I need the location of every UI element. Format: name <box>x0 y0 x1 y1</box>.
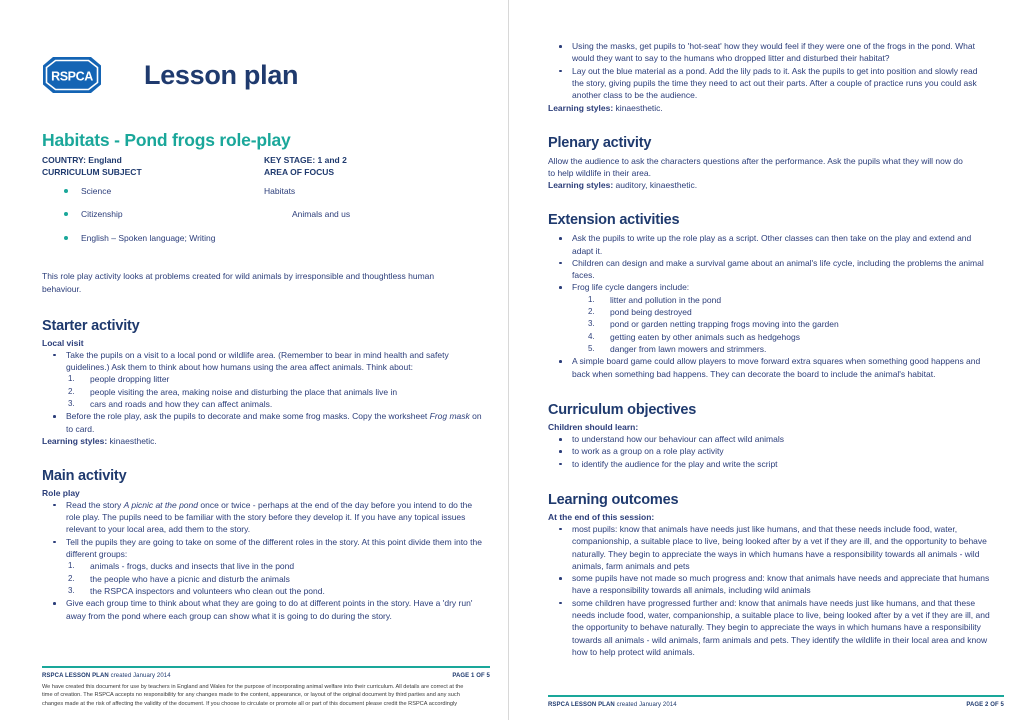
footer-doc-label <box>548 702 677 708</box>
lesson-title: Habitats - Pond frogs role-play <box>42 130 291 150</box>
main-numbered-list <box>42 560 490 597</box>
learning-styles-label: Learning styles: <box>548 102 614 113</box>
subject-focus-list <box>42 187 490 243</box>
focus-name: Animals and us <box>292 209 351 220</box>
list-item: Lay out the blue material as a pond. Add the lily pads to it. Ask the pupils to get into position and slowly read the story, giving pupils the time they need to act out their parts. After a couple of practice runs you could ask another class to be the audience. <box>548 65 990 102</box>
learning-styles-value: kinaesthetic. <box>107 435 157 446</box>
page-title: Lesson plan <box>144 59 299 90</box>
learning-styles-label: Learning styles: <box>548 180 614 191</box>
focus-name: Habitats <box>264 185 296 196</box>
list-item: Give each group time to think about what they are going to do at different points in the story. Have a 'dry run' away from the pond where each group can show what it is going to do during the story. <box>42 597 484 622</box>
subheading-local-visit: Local visit <box>42 337 84 348</box>
text-pre: Read the story <box>66 499 124 510</box>
footer-rule <box>548 695 1004 697</box>
main-bullet-list <box>42 499 490 561</box>
list-item: the RSPCA inspectors and volunteers who clean out the pond. <box>90 586 325 596</box>
list-item: people visiting the area, making noise and disturbing the place that animals live in <box>90 386 398 397</box>
list-item: pond being destroyed <box>610 307 692 318</box>
bullet-icon <box>64 189 68 193</box>
list-item: Children can design and make a survival game about an animal's life cycle, including the problems the animal faces. <box>548 257 990 282</box>
heading-curriculum-objectives: Curriculum objectives <box>548 401 697 418</box>
subheading-role-play: Role play <box>42 487 80 498</box>
list-item: pond or garden netting trapping frogs moving into the garden <box>610 319 839 330</box>
list-item: danger from lawn mowers and strimmers. <box>610 344 767 354</box>
heading-extension-activities: Extension activities <box>548 212 680 229</box>
list-item: Ask the pupils to write up the role play as a script. Other classes can then take on the play and extend and adapt it. <box>548 232 990 257</box>
subject-name: English – Spoken language; Writing <box>81 232 216 243</box>
footer-page-number: PAGE 2 OF 5 <box>966 702 1004 708</box>
curriculum-subject-label: CURRICULUM SUBJECT <box>42 167 142 178</box>
page-2 <box>508 0 1024 720</box>
page-1 <box>0 0 508 720</box>
heading-starter-activity: Starter activity <box>42 317 140 334</box>
subheading-children-should-learn: Children should learn: <box>548 421 639 432</box>
list-item: the people who have a picnic and disturb the animals <box>90 573 290 584</box>
text-pre: Before the role play, ask the pupils to decorate and make some frog masks. Copy the worksheet <box>66 411 430 422</box>
footer-rule <box>42 666 490 668</box>
bullet-icon <box>64 212 68 216</box>
learning-styles-label: Learning styles: <box>42 435 108 446</box>
plenary-learning-styles <box>548 180 1004 190</box>
footer-doc-name: RSPCA LESSON PLAN <box>42 672 109 679</box>
main-learning-styles <box>548 103 1004 113</box>
footer-page-number: PAGE 1 OF 5 <box>452 672 490 679</box>
list-item <box>42 410 484 435</box>
curriculum-objectives-list <box>548 433 1004 470</box>
list-item <box>42 187 490 196</box>
page-2-footer <box>548 695 1004 708</box>
learning-outcomes-list <box>548 523 1004 658</box>
area-of-focus-label: AREA OF FOCUS <box>264 167 335 178</box>
subject-name: Science <box>81 185 112 196</box>
page-1-footer <box>42 666 490 708</box>
text-post: on to card. <box>66 411 482 434</box>
list-item: Tell the pupils they are going to take on some of the different roles in the story. At this point divide them into the different groups: <box>42 536 484 561</box>
starter-bullet-list <box>42 349 490 374</box>
extension-bullet-list <box>548 232 1004 294</box>
list-item: to work as a group on a role play activity <box>548 445 990 457</box>
heading-plenary-activity: Plenary activity <box>548 134 652 151</box>
intro-paragraph: This role play activity looks at problems created for wild animals by irresponsible and thoughtless human behaviour. <box>42 271 435 294</box>
lesson-meta <box>42 154 490 179</box>
main-continued-bullet-list <box>548 40 1004 102</box>
list-item: some pupils have not made so much progress and: know that animals have needs and appreciate that humans have a responsibility towards all animals, including wild animals <box>548 572 990 597</box>
list-item <box>42 499 484 536</box>
list-item <box>42 234 490 243</box>
svg-text:RSPCA: RSPCA <box>51 69 93 84</box>
footer-disclaimer: We have created this document for use by teachers in England and Wales for the purpose of incorporating animal welfare into their curriculum. All details are correct at the time of creation. The RSPCA accepts no responsibility for any changes made to the content, appearance, or layout of the original document by third parties and any such changes made at the risk of affecting the validity of the document. If you choose to circulate or promote all or part of this document please credit the RSPCA accordingly <box>42 683 464 707</box>
footer-created-date: created January 2014 <box>614 702 677 708</box>
main-bullet-list-2 <box>42 597 490 622</box>
list-item: to understand how our behaviour can affect wild animals <box>548 433 990 445</box>
starter-learning-styles <box>42 436 490 446</box>
plenary-paragraph: Allow the audience to ask the characters questions after the performance. Ask the pupils what they will now do to help wildlife in their area. <box>548 155 963 178</box>
subheading-end-of-session: At the end of this session: <box>548 511 655 522</box>
story-name: A picnic at the pond <box>123 499 198 510</box>
document-header <box>42 0 490 102</box>
list-item: Take the pupils on a visit to a local pond or wildlife area. (Remember to bear in mind health and safety guidelines.) Ask them to think about how humans using the area affect animals. Think about: <box>42 349 484 374</box>
list-item: getting eaten by other animals such as hedgehogs <box>610 331 800 342</box>
learning-styles-value: kinaesthetic. <box>613 102 663 113</box>
list-item: animals - frogs, ducks and insects that live in the pond <box>90 561 295 572</box>
footer-doc-label <box>42 673 171 679</box>
list-item: litter and pollution in the pond <box>610 294 722 305</box>
country-label: COUNTRY: England <box>42 155 122 165</box>
list-item: some children have progressed further and: know that animals have needs just like humans, and that these needs include food, water, companionship, a suitable place to live, being looked after by a vet if they are ill, and the opportunity to behave naturally. They begin to appreciate the ways in which humans have a responsibility towards all animals - wild animals, farm animals and pets. They identify the wildlife in their local area and know how to help protect wild animals. <box>548 597 990 659</box>
list-item: people dropping litter <box>90 374 170 385</box>
heading-learning-outcomes: Learning outcomes <box>548 491 679 508</box>
list-item <box>42 210 490 219</box>
list-item: A simple board game could allow players to move forward extra squares when something good happens and back when something bad happens. They can decorate the board to include the animal's habitat. <box>548 355 990 380</box>
extension-bullet-list-2 <box>548 355 1004 380</box>
footer-created-date: created January 2014 <box>108 672 171 679</box>
list-item: to identify the audience for the play and write the script <box>548 458 990 470</box>
footer-doc-name: RSPCA LESSON PLAN <box>548 702 615 708</box>
worksheet-name: Frog mask <box>429 411 470 422</box>
list-item: Frog life cycle dangers include: <box>548 281 990 293</box>
extension-numbered-list <box>548 294 1004 356</box>
starter-bullet-list-2 <box>42 410 490 435</box>
list-item: cars and roads and how they can affect animals. <box>90 398 273 409</box>
heading-main-activity: Main activity <box>42 467 127 484</box>
learning-styles-value: auditory, kinaesthetic. <box>613 180 698 191</box>
text-post: once or twice - perhaps at the end of the day before you intend to do the role play. The pupils need to be familiar with the story before they develop it. If you have any topical issues relevant to your local area, add them to the story. <box>66 499 473 535</box>
subject-name: Citizenship <box>81 209 123 220</box>
key-stage-label: KEY STAGE: 1 and 2 <box>264 155 347 165</box>
rspca-logo-icon <box>42 56 102 94</box>
starter-numbered-list <box>42 373 490 410</box>
list-item: Using the masks, get pupils to 'hot-seat' how they would feel if they were one of the frogs in the pond. What would they want to say to the humans who dropped litter and disturbed their habitat? <box>548 40 990 65</box>
bullet-icon <box>64 236 68 240</box>
list-item: most pupils: know that animals have needs just like humans, and that these needs include food, water, companionship, a suitable place to live, being looked after by a vet if they are ill, and the opportunity to behave naturally. They begin to appreciate the ways in which humans have a responsibility towards all animals - wild animals, farm animals and pets <box>548 523 990 572</box>
